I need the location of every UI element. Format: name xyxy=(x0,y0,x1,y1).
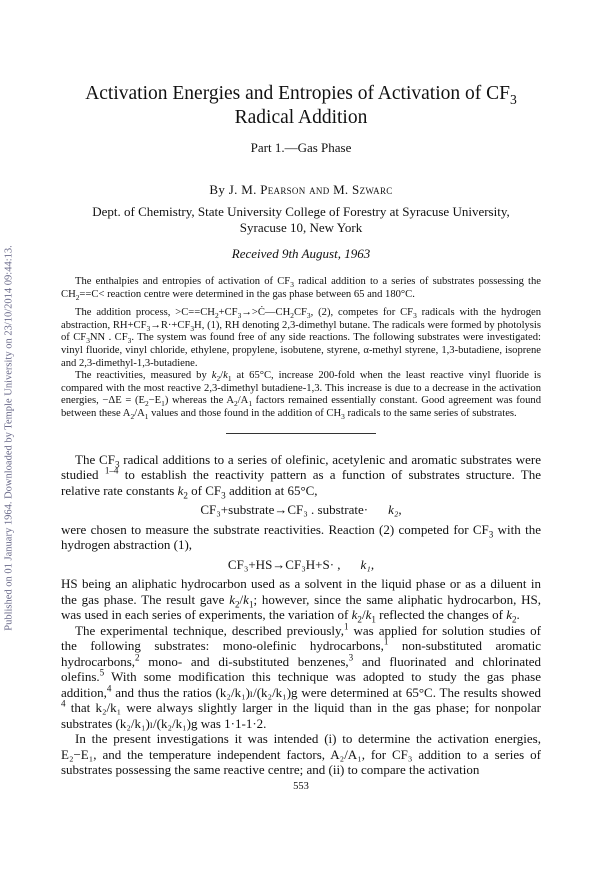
bond-icon: < xyxy=(98,288,105,300)
body-paragraph: In the present investigations it was intended (i) to determine the activation energies, E₂−E₁, and the temperature independent factors, A₂/A₁, for CF₃ addition to a series of substrates possessing the same reactive centre; and (ii) to compare the activation xyxy=(61,731,541,778)
abstract-paragraph: The reactivities, measured by $k_2/k_1$ at 65°C, increase 200-fold when the least reactive vinyl fluoride is compared with the most reactive 2,3-dimethyl butadiene-1,3. This increase is due to a decrease in the activation energies, $-\Delta E = (E_2-E_1)$ whereas the $A_2/A_1$ factors remained essentially constant. Good agreement was found between these $A_2/A_1$ values and those found in the addition of $CH_3$ radicals to the same series of substrates. xyxy=(61,370,541,422)
body-paragraph: The $CF_3$ radical additions to a series of olefinic, acetylenic and aromatic substrates were studied $^{1-4}$ to establish the reactivity pattern as a function of substrates structure. The relative rate constants $k_2$ of $CF_3$ addition at 65°C, xyxy=(61,451,541,501)
equation-1: CF₃+HS→CF₃H+S· , k₁, xyxy=(227,556,375,572)
section-divider xyxy=(226,433,376,434)
bond-icon: > xyxy=(251,307,258,319)
authors: By J. M. Pearson and M. Szwarc xyxy=(209,182,393,197)
download-watermark xyxy=(2,158,16,718)
equation-2: CF₃+substrate→CF₃ . substrate· k₂, xyxy=(200,502,402,518)
main-text xyxy=(61,452,541,778)
body-paragraph: HS being an aliphatic hydrocarbon used as a solvent in the liquid phase or as a diluent in the gas phase. The result gave $k_2/k_1$; however, since the same aliphatic hydrocarbon, HS, was used in each series of experiments, the variation of $k_2/k_1$ reflected the changes of $k_2$. xyxy=(61,576,541,625)
abstract xyxy=(61,276,541,421)
bond-icon: > xyxy=(175,307,182,319)
paper-title: Activation Energies and Entropies of Activation of $CF_3$ Radical Addition xyxy=(85,83,517,128)
part-subtitle: Part 1.—Gas Phase xyxy=(250,140,352,155)
abstract-paragraph: The addition process, $>C==CH_2+CF_3\to>Ċ—CH_2CF_3$, (2), competes for $CF_3$ radicals with the hydrogen abstraction, $RH+CF_3\to R\cdot+CF_3H$, (1), RH denoting 2,3-dimethyl butane. The radicals were formed by photolysis of $CF_3NN$ . $CF_3$. The system was found free of any side reactions. The following substrates were investigated: vinyl fluoride, vinyl chloride, ethylene, propylene, isobutene, styrene, α-methyl styrene, 1,3-butadiene, isoprene and 2,3-dimethyl-1,3-butadiene. xyxy=(61,307,541,369)
abstract-paragraph: The enthalpies and entropies of activation of $CF_3$ radical addition to a series of substrates possessing the $CH_2==C<$ reaction centre were determined in the gas phase between 65 and 180°C. xyxy=(61,276,542,302)
body-paragraph: were chosen to measure the substrate reactivities. Reaction (2) competed for $CF_3$ with the hydrogen abstraction (1), xyxy=(61,521,541,553)
received-date: Received 9th August, 1963 xyxy=(231,246,371,261)
download-watermark-text: Published on 01 January 1964. Downloaded by Temple University on 23/10/2014 09:44:13. xyxy=(3,245,15,631)
paper-page xyxy=(61,82,541,792)
page-number: 553 xyxy=(293,780,309,792)
affiliation: Dept. of Chemistry, State University College of Forestry at Syracuse University, Syracuse 10, New York xyxy=(92,204,510,235)
body-paragraph: The experimental technique, described previously,$^1$ was applied for solution studies of the following substrates: mono-olefinic hydrocarbons,$^1$ non-substituted aromatic hydrocarbons,$^2$ mono- and di-substituted benzenes,$^3$ and fluorinated and chlorinated olefins.$^5$ With some modification this technique was adopted to study the gas phase addition,$^4$ and thus the ratios (k₂/k₁)ₗ/(k₂/k₁)g were determined at 65°C. The results showed $^4$ that k₂/k₁ were always slightly larger in the liquid than in the gas phase; for nonpolar substrates (k₂/k₁)ₗ/(k₂/k₁)g was 1·1-1·2. xyxy=(61,621,541,731)
